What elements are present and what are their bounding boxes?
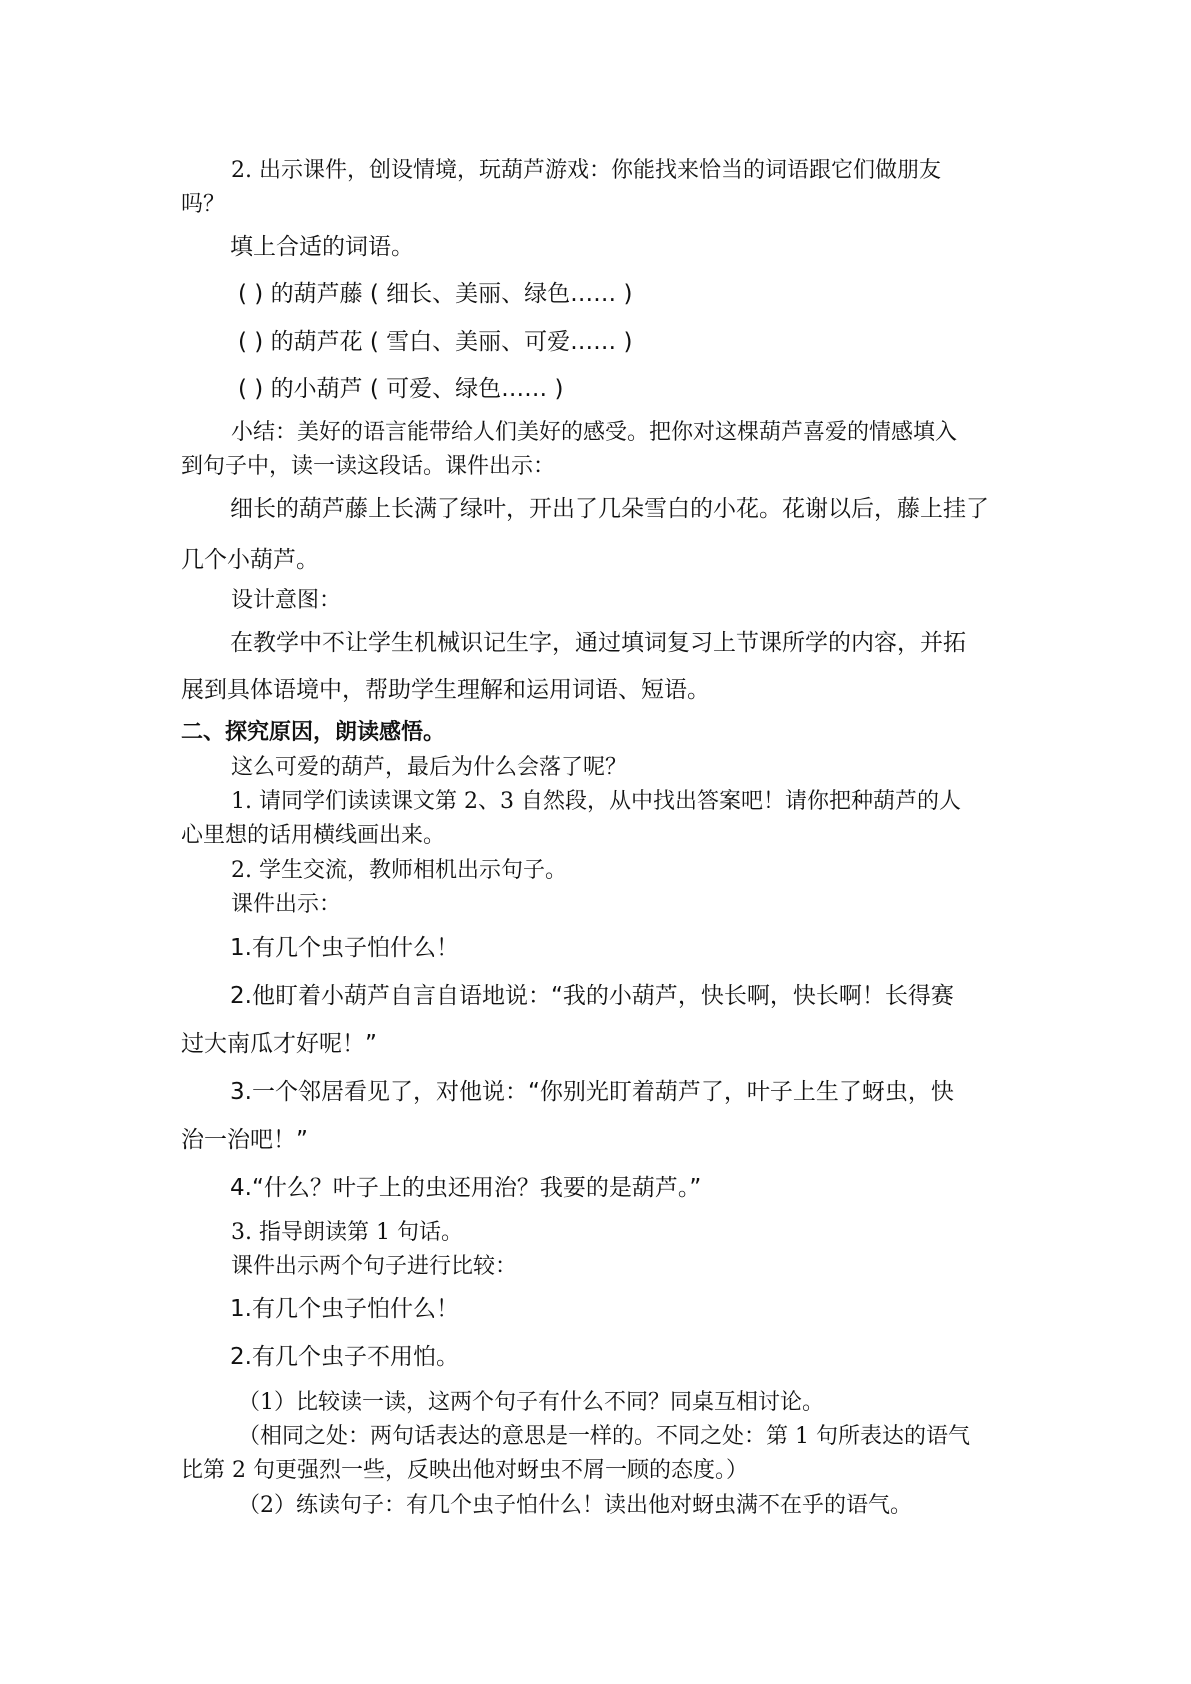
sentence-item: 治一治吧！” [181,1127,308,1153]
section-heading: 二、探究原因，朗读感悟。 [181,720,446,745]
paragraph-line: 设计意图： [231,588,342,613]
paragraph-line: 3. 指导朗读第 1 句话。 [231,1220,463,1245]
quoted-passage-line: 细长的葫芦藤上长满了绿叶，开出了几朵雪白的小花。花谢以后，藤上挂了 [230,496,989,522]
paragraph-line: 心里想的话用横线画出来。 [181,823,446,848]
paragraph-line: 填上合适的词语。 [230,234,414,260]
paragraph-line: 比第 2 句更强烈一些，反映出他对蚜虫不屑一顾的态度。） [181,1458,748,1483]
paragraph-line: 在教学中不让学生机械识记生字，通过填词复习上节课所学的内容，并拓 [230,630,966,656]
sentence-item: 过大南瓜才好呢！” [181,1031,377,1057]
paragraph-line: 小结：美好的语言能带给人们美好的感受。把你对这棵葫芦喜爱的情感填入 [231,420,958,445]
paragraph-line: 2. 学生交流，教师相机出示句子。 [231,858,567,883]
paragraph-line: （相同之处：两句话表达的意思是一样的。不同之处：第 1 句所表达的语气 [238,1424,970,1449]
paragraph-line: （2）练读句子：有几个虫子怕什么！读出他对蚜虫满不在乎的语气。 [238,1493,912,1518]
paragraph-line: 这么可爱的葫芦，最后为什么会落了呢？ [231,755,628,780]
sentence-item: 2.他盯着小葫芦自言自语地说：“我的小葫芦，快长啊，快长啊！长得赛 [230,983,954,1009]
paragraph-line: 课件出示： [231,892,342,917]
paragraph-line: 到句子中，读一读这段话。课件出示： [181,454,556,479]
paragraph-line: 1. 请同学们读读课文第 2、3 自然段，从中找出答案吧！请你把种葫芦的人 [231,789,961,814]
paragraph-line: 2. 出示课件，创设情境，玩葫芦游戏：你能找来恰当的词语跟它们做朋友 [231,158,941,183]
fill-blank-line: ( ) 的葫芦花 ( 雪白、美丽、可爱…… ) [238,329,633,355]
paragraph-line: 展到具体语境中，帮助学生理解和运用词语、短语。 [181,677,710,703]
fill-blank-line: ( ) 的葫芦藤 ( 细长、美丽、绿色…… ) [238,281,633,307]
sentence-item: 1.有几个虫子怕什么！ [230,935,459,961]
sentence-item: 3.一个邻居看见了，对他说：“你别光盯着葫芦了，叶子上生了蚜虫，快 [230,1079,954,1105]
paragraph-line: 课件出示两个句子进行比较： [231,1254,518,1279]
sentence-item: 1.有几个虫子怕什么！ [230,1296,459,1322]
paragraph-line: 吗？ [181,192,226,217]
sentence-item: 2.有几个虫子不用怕。 [230,1344,459,1370]
quoted-passage-line: 几个小葫芦。 [181,547,319,573]
sentence-item: 4.“什么？叶子上的虫还用治？我要的是葫芦。” [230,1175,702,1201]
fill-blank-line: ( ) 的小葫芦 ( 可爱、绿色…… ) [238,376,564,402]
paragraph-line: （1）比较读一读，这两个句子有什么不同？同桌互相讨论。 [238,1390,824,1415]
